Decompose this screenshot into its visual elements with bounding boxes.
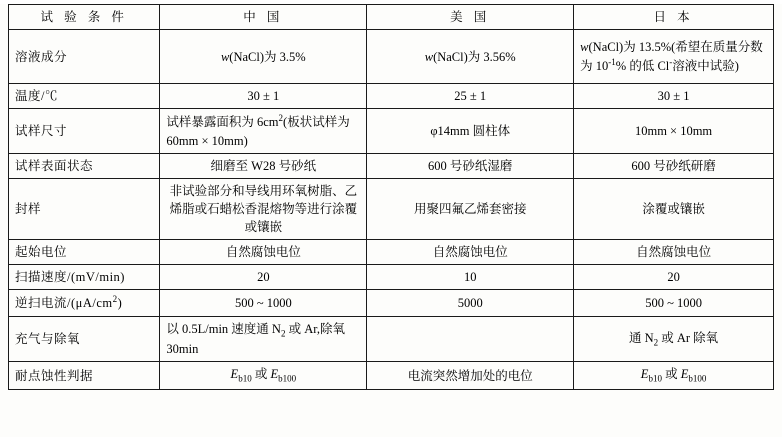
row-label-reverse-current: 逆扫电流$/(\mu A/cm^2)$ xyxy=(9,290,160,316)
header-condition: 试 验 条 件 xyxy=(9,5,160,30)
cell-jp-temperature: 30 ± 1 xyxy=(574,84,774,109)
row-label-sealing: 封样 xyxy=(9,178,160,239)
row-label-surface-state: 试样表面状态 xyxy=(9,153,160,178)
cell-cn-solution: w(NaCl)为 3.5% xyxy=(160,30,367,84)
row-label-temperature: 温度/℃ xyxy=(9,84,160,109)
cell-cn-initial-potential: 自然腐蚀电位 xyxy=(160,240,367,265)
cell-cn-specimen-size: 试样暴露面积为 $6cm^2$(板状试样为 60mm × 10mm) xyxy=(160,109,367,153)
table-row xyxy=(9,109,774,153)
cell-us-solution: w(NaCl)为 3.56% xyxy=(367,30,574,84)
row-label-initial-potential: 起始电位 xyxy=(9,240,160,265)
cell-us-specimen-size: φ14mm 圆柱体 xyxy=(367,109,574,153)
table-header-row xyxy=(9,5,774,30)
cell-us-reverse-current: 5000 xyxy=(367,290,574,316)
table-row xyxy=(9,316,774,362)
table-row xyxy=(9,153,774,178)
cell-jp-reverse-current: 500 ~ 1000 xyxy=(574,290,774,316)
table-row xyxy=(9,290,774,316)
document-page xyxy=(0,4,782,437)
row-label-specimen-size: 试样尺寸 xyxy=(9,109,160,153)
cell-cn-sealing: 非试验部分和导线用环氧树脂、乙烯脂或石蜡松香混熔物等进行涂覆或镶嵌 xyxy=(160,178,367,239)
cell-jp-solution: w(NaCl)为 13.5%(希望在质量分数为 $10^{-1}\%$ 的低 Cl-溶液中试验) xyxy=(574,30,774,84)
cell-cn-reverse-current: 500 ~ 1000 xyxy=(160,290,367,316)
cell-cn-deaeration: 以 0.5L/min 速度通 $N_2$ 或 Ar,除氧 30min xyxy=(160,316,367,362)
row-label-solution: 溶液成分 xyxy=(9,30,160,84)
cell-jp-specimen-size: 10mm × 10mm xyxy=(574,109,774,153)
header-china: 中 国 xyxy=(160,5,367,30)
table-row xyxy=(9,30,774,84)
cell-cn-scan-rate: 20 xyxy=(160,265,367,290)
cell-jp-scan-rate: 20 xyxy=(574,265,774,290)
cell-jp-deaeration: 通 $N_2$ 或 Ar 除氧 xyxy=(574,316,774,362)
cell-us-criterion: 电流突然增加处的电位 xyxy=(367,362,574,390)
cell-us-temperature: 25 ± 1 xyxy=(367,84,574,109)
header-japan: 日 本 xyxy=(574,5,774,30)
table-row xyxy=(9,265,774,290)
table-row xyxy=(9,362,774,390)
table-row xyxy=(9,240,774,265)
cell-us-scan-rate: 10 xyxy=(367,265,574,290)
row-label-criterion: 耐点蚀性判据 xyxy=(9,362,160,390)
header-usa: 美 国 xyxy=(367,5,574,30)
table-row xyxy=(9,84,774,109)
cell-cn-criterion: $E_{b10}$ 或 $E_{b100}$ xyxy=(160,362,367,390)
cell-jp-surface-state: 600 号砂纸研磨 xyxy=(574,153,774,178)
row-label-scan-rate: 扫描速度/(mV/min) xyxy=(9,265,160,290)
cell-jp-initial-potential: 自然腐蚀电位 xyxy=(574,240,774,265)
cell-us-sealing: 用聚四氟乙烯套密接 xyxy=(367,178,574,239)
pitting-test-conditions-table xyxy=(8,4,774,390)
row-label-deaeration: 充气与除氧 xyxy=(9,316,160,362)
cell-cn-surface-state: 细磨至 W28 号砂纸 xyxy=(160,153,367,178)
cell-us-initial-potential: 自然腐蚀电位 xyxy=(367,240,574,265)
cell-us-deaeration xyxy=(367,316,574,362)
cell-us-surface-state: 600 号砂纸湿磨 xyxy=(367,153,574,178)
cell-jp-sealing: 涂覆或镶嵌 xyxy=(574,178,774,239)
table-row xyxy=(9,178,774,239)
cell-cn-temperature: 30 ± 1 xyxy=(160,84,367,109)
cell-jp-criterion: $E_{b10}$ 或 $E_{b100}$ xyxy=(574,362,774,390)
